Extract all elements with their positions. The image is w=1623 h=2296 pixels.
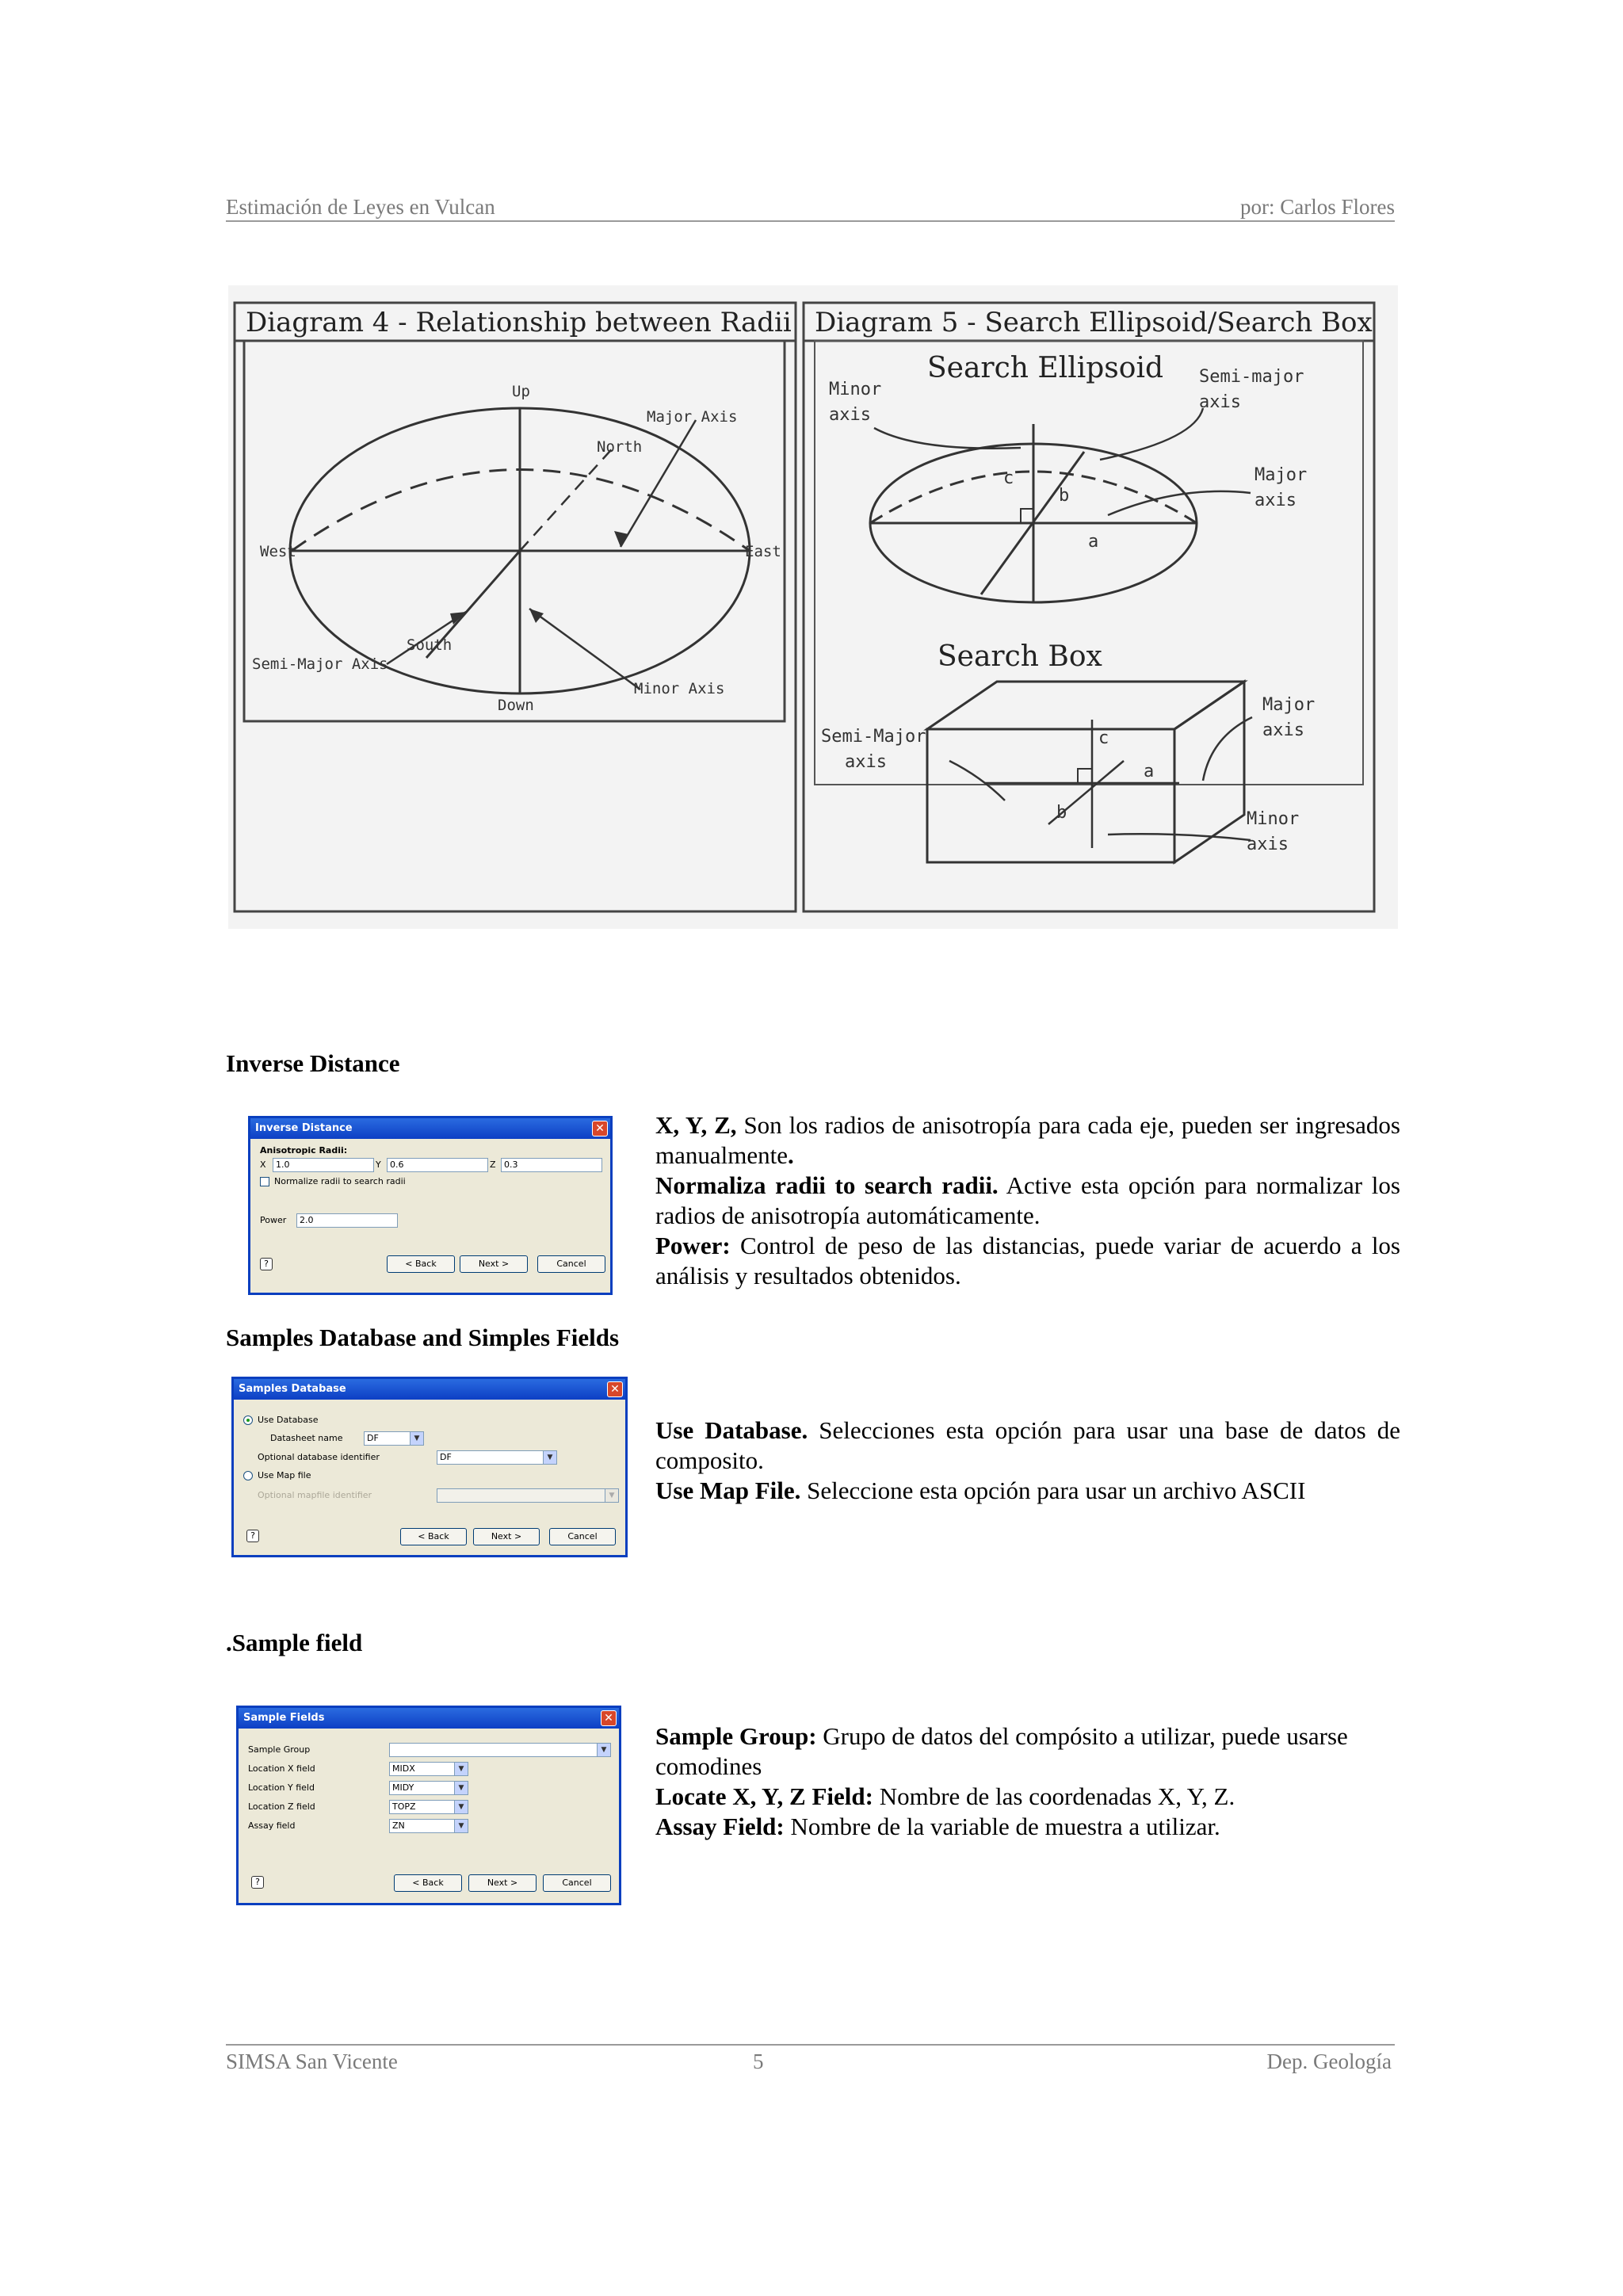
power-paragraph: Power: Control de peso de las distancias, puede variar de acuerdo a los análisis y resultados obtenidos. (655, 1232, 1400, 1289)
datasheet-name-select[interactable]: DF ▼ (364, 1431, 424, 1446)
use-map-paragraph: Use Map File. Seleccione esta opción para usar un archivo ASCII (655, 1477, 1306, 1504)
back-button[interactable]: < Back (394, 1874, 462, 1892)
footer-right: Dep. Geología (1266, 2050, 1392, 2073)
d5-ell-c: c (1003, 468, 1014, 488)
cancel-button[interactable]: Cancel (537, 1255, 605, 1273)
inverse-distance-dialog (248, 1116, 613, 1295)
d4-major-axis: Major Axis (647, 408, 738, 426)
d5-box-title: Search Box (938, 640, 1102, 673)
assay-field-paragraph: Assay Field: Nombre de la variable de muestra a utilizar. (655, 1813, 1220, 1840)
d5-box-major-axis: axis (1262, 720, 1304, 740)
next-button[interactable]: Next > (460, 1255, 528, 1273)
xyz-paragraph: X, Y, Z, Son los radios de anisotropía para cada eje, pueden ser ingresados manualmente. (655, 1111, 1400, 1169)
dialog-titlebar (239, 1708, 619, 1729)
d5-box-b: b (1056, 803, 1067, 823)
chevron-down-icon[interactable]: ▼ (410, 1432, 423, 1445)
d5-box-major: Major (1262, 695, 1316, 715)
help-icon[interactable]: ? (246, 1530, 259, 1542)
cancel-button[interactable]: Cancel (543, 1874, 611, 1892)
sample-group-select[interactable] (389, 1743, 611, 1757)
y-label: Y (376, 1159, 381, 1170)
z-label: Z (490, 1159, 496, 1170)
optional-db-select[interactable]: DF ▼ (437, 1450, 557, 1465)
d5-box-semi-major: Semi-Major (821, 727, 926, 747)
d4-down: Down (498, 697, 534, 714)
normalize-checkbox[interactable] (260, 1177, 269, 1186)
datasheet-name-label: Datasheet name (270, 1433, 343, 1443)
d4-up: Up (512, 383, 530, 400)
chevron-down-icon[interactable]: ▼ (454, 1801, 468, 1813)
samples-database-text (655, 1415, 1400, 1506)
d4-east: East (745, 543, 781, 560)
d5-semi-major: Semi-major (1199, 367, 1304, 387)
d5-box-a: a (1144, 762, 1155, 781)
x-radius-input[interactable]: 1.0 (273, 1158, 374, 1172)
d4-north: North (597, 438, 643, 456)
inverse-distance-text (655, 1110, 1400, 1291)
diagram-figure (228, 285, 1398, 929)
next-button[interactable]: Next > (473, 1528, 540, 1545)
assay-field-label: Assay field (248, 1820, 296, 1831)
header-right: por: Carlos Flores (1240, 195, 1395, 219)
normalize-paragraph: Normaliza radii to search radii. Active esta opción para normalizar los radios de anisotropía automáticamente. (655, 1171, 1400, 1229)
diagram-svg (228, 285, 1398, 929)
diagram4-title: Diagram 4 - Relationship between Radii (246, 307, 792, 338)
d5-ell-a: a (1088, 532, 1099, 552)
dialog-titlebar (234, 1379, 625, 1400)
d5-box-minor: Minor (1247, 809, 1300, 829)
sample-fields-dialog (236, 1706, 621, 1905)
footer-left: SIMSA San Vicente (226, 2050, 398, 2073)
chevron-down-icon[interactable]: ▼ (454, 1782, 468, 1794)
d4-minor-axis: Minor Axis (634, 680, 725, 697)
z-radius-input[interactable]: 0.3 (501, 1158, 602, 1172)
use-map-file-radio[interactable] (243, 1471, 253, 1480)
location-y-select[interactable]: MIDY ▼ (389, 1781, 468, 1795)
chevron-down-icon: ▼ (605, 1489, 618, 1502)
header-left: Estimación de Leyes en Vulcan (226, 195, 495, 219)
d5-box-semi-major-axis: axis (845, 752, 887, 772)
inverse-distance-heading: Inverse Distance (226, 1049, 400, 1077)
chevron-down-icon[interactable]: ▼ (597, 1744, 610, 1756)
normalize-label: Normalize radii to search radii (274, 1176, 406, 1186)
back-button[interactable]: < Back (400, 1528, 467, 1545)
location-z-label: Location Z field (248, 1801, 315, 1812)
samples-database-heading: Samples Database and Simples Fields (226, 1324, 620, 1351)
d4-semi-major: Semi-Major Axis (252, 655, 388, 673)
d5-ellipsoid-title: Search Ellipsoid (927, 352, 1164, 384)
use-database-radio[interactable] (243, 1415, 253, 1425)
chevron-down-icon[interactable]: ▼ (454, 1820, 468, 1832)
dialog-title: Sample Fields (243, 1712, 325, 1724)
power-input[interactable]: 2.0 (296, 1213, 398, 1228)
dialog-titlebar (250, 1118, 610, 1139)
d4-west: West (260, 543, 296, 560)
d5-major-axis: axis (1254, 491, 1296, 510)
use-database-label: Use Database (258, 1415, 319, 1425)
close-icon[interactable]: ✕ (607, 1381, 623, 1397)
locate-xyz-paragraph: Locate X, Y, Z Field: Nombre de las coordenadas X, Y, Z. (655, 1782, 1235, 1810)
d5-minor: Minor (829, 380, 882, 399)
header-rule (226, 220, 1395, 222)
location-x-label: Location X field (248, 1763, 315, 1774)
chevron-down-icon[interactable]: ▼ (543, 1451, 556, 1464)
x-label: X (260, 1159, 266, 1170)
close-icon[interactable]: ✕ (601, 1710, 617, 1726)
d5-ell-b: b (1059, 486, 1070, 506)
help-icon[interactable]: ? (251, 1876, 264, 1889)
power-label: Power (260, 1215, 287, 1225)
dialog-title: Inverse Distance (255, 1122, 353, 1134)
location-x-select[interactable]: MIDX ▼ (389, 1762, 468, 1776)
d5-minor-axis: axis (829, 405, 871, 425)
samples-database-dialog (231, 1377, 628, 1557)
dialog-title: Samples Database (239, 1383, 346, 1395)
d5-major: Major (1254, 465, 1308, 485)
diagram5-title: Diagram 5 - Search Ellipsoid/Search Box (815, 307, 1373, 338)
y-radius-input[interactable]: 0.6 (387, 1158, 488, 1172)
use-database-paragraph: Use Database. Selecciones esta opción para usar una base de datos de composito. (655, 1416, 1400, 1474)
d5-semi-major-axis: axis (1199, 392, 1241, 412)
d4-south: South (407, 636, 453, 654)
optional-map-select[interactable] (437, 1488, 619, 1503)
sample-group-label: Sample Group (248, 1744, 311, 1755)
optional-db-label: Optional database identifier (258, 1452, 380, 1462)
cancel-button[interactable]: Cancel (549, 1528, 616, 1545)
anisotropic-radii-label: Anisotropic Radii: (260, 1145, 348, 1156)
footer-rule (226, 2044, 1395, 2046)
d5-box-minor-axis: axis (1247, 835, 1289, 854)
assay-field-select[interactable]: ZN ▼ (389, 1819, 468, 1833)
help-icon[interactable]: ? (260, 1258, 273, 1270)
sample-field-text (655, 1721, 1353, 1842)
chevron-down-icon[interactable]: ▼ (454, 1763, 468, 1775)
location-z-select[interactable]: TOPZ ▼ (389, 1800, 468, 1814)
back-button[interactable]: < Back (387, 1255, 455, 1273)
close-icon[interactable]: ✕ (592, 1121, 608, 1137)
location-y-label: Location Y field (248, 1782, 315, 1793)
d5-box-c: c (1098, 728, 1109, 748)
next-button[interactable]: Next > (468, 1874, 537, 1892)
optional-map-label: Optional mapfile identifier (258, 1490, 372, 1500)
use-map-file-label: Use Map file (258, 1470, 311, 1480)
sample-group-paragraph: Sample Group: Grupo de datos del compósito a utilizar, puede usarse comodines (655, 1722, 1348, 1780)
sample-field-heading: .Sample field (226, 1629, 363, 1656)
page-number: 5 (753, 2050, 764, 2073)
